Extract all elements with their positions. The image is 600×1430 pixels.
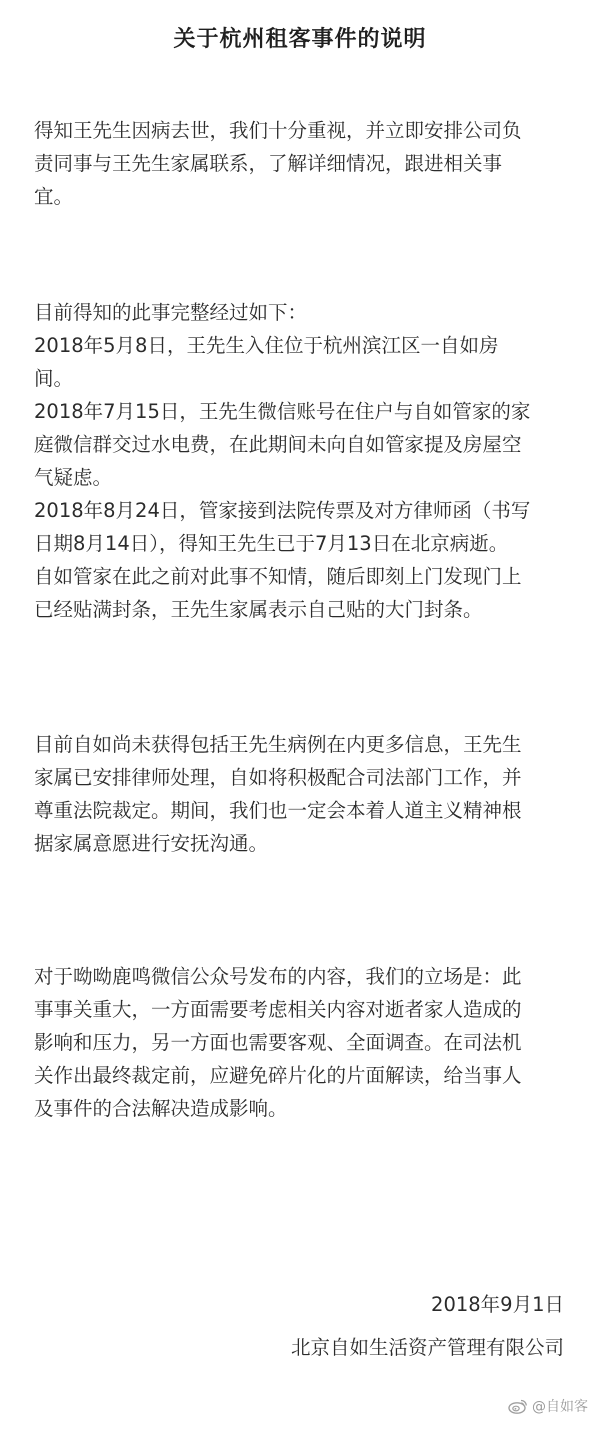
text-line: 影响和压力，另一方面也需要客观、全面调查。在司法机 — [34, 1031, 522, 1054]
document-title: 关于杭州租客事件的说明 — [173, 27, 427, 52]
text-line: 气疑虑。 — [34, 466, 113, 489]
text-line: 目前自如尚未获得包括王先生病例在内更多信息，王先生 — [34, 733, 522, 756]
text-line: 及事件的合法解决造成影响。 — [34, 1097, 288, 1120]
paragraph-position — [34, 960, 574, 1125]
text-line: 目前得知的此事完整经过如下： — [34, 301, 308, 324]
text-line: 间。 — [34, 367, 74, 390]
text-line: 庭微信群交过水电费，在此期间未向自如管家提及房屋空 — [34, 433, 522, 456]
weibo-watermark — [508, 1396, 588, 1416]
weibo-icon — [508, 1398, 528, 1414]
paragraph-current-status — [34, 728, 574, 860]
text-line: 2018年5月8日，王先生入住位于杭州滨江区一自如房 — [34, 334, 499, 357]
watermark-text: @自如客 — [532, 1399, 588, 1415]
signoff-date: 2018年9月1日 — [431, 1293, 564, 1316]
text-line: 2018年8月24日，管家接到法院传票及对方律师函（书写 — [34, 499, 531, 522]
text-line: 得知王先生因病去世，我们十分重视，并立即安排公司负 — [34, 119, 522, 142]
text-line: 关作出最终裁定前，应避免碎片化的片面解读，给当事人 — [34, 1064, 522, 1087]
text-line: 已经贴满封条，王先生家属表示自己贴的大门封条。 — [34, 598, 483, 621]
signoff-company: 北京自如生活资产管理有限公司 — [290, 1336, 564, 1359]
paragraph-timeline — [34, 296, 574, 626]
text-line: 据家属意愿进行安抚沟通。 — [34, 832, 269, 855]
text-line: 对于呦呦鹿鸣微信公众号发布的内容，我们的立场是：此 — [34, 965, 522, 988]
text-line: 尊重法院裁定。期间，我们也一定会本着人道主义精神根 — [34, 799, 522, 822]
text-line: 事事关重大，一方面需要考虑相关内容对逝者家人造成的 — [34, 998, 522, 1021]
text-line: 2018年7月15日，王先生微信账号在住户与自如管家的家 — [34, 400, 531, 423]
text-line: 自如管家在此之前对此事不知情，随后即刻上门发现门上 — [34, 565, 522, 588]
text-line: 宜。 — [34, 185, 74, 208]
text-line: 日期8月14日），得知王先生已于7月13日在北京病逝。 — [34, 532, 509, 555]
text-line: 责同事与王先生家属联系，了解详细情况，跟进相关事 — [34, 152, 503, 175]
text-line: 家属已安排律师处理，自如将积极配合司法部门工作，并 — [34, 766, 522, 789]
paragraph-intro — [34, 114, 574, 213]
